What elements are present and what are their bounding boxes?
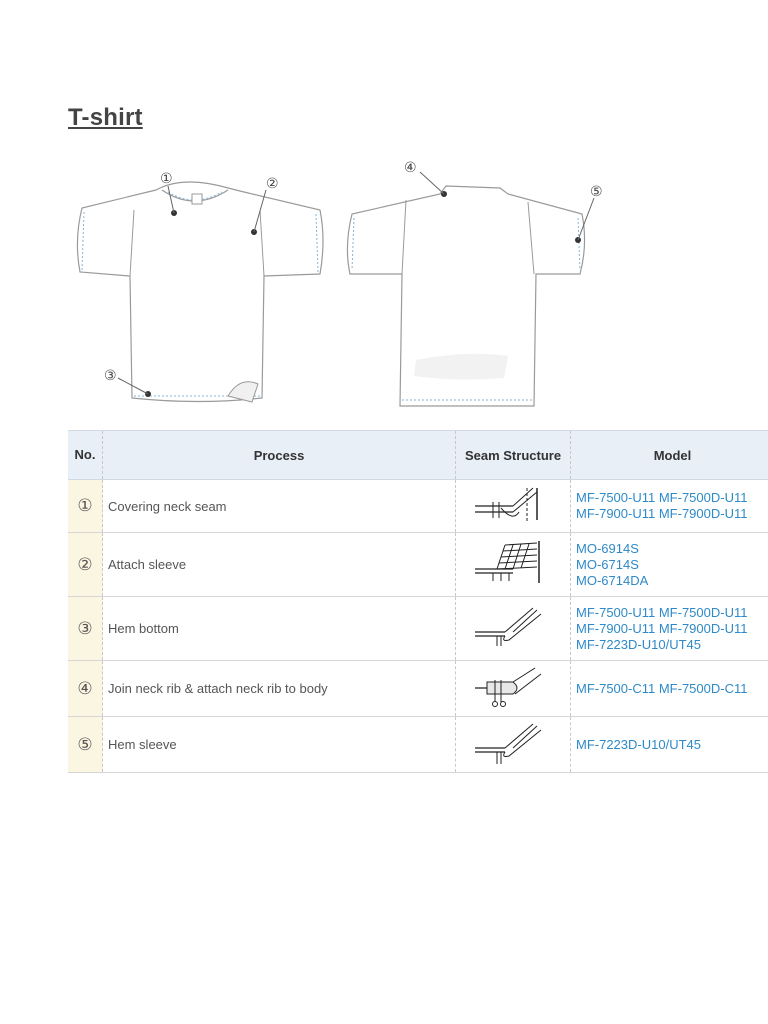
callout-1: ① bbox=[160, 171, 173, 187]
table-row bbox=[68, 597, 768, 661]
hem-seam-icon bbox=[457, 718, 569, 768]
row-number bbox=[68, 717, 103, 773]
row-number-label: ⑤ bbox=[77, 734, 93, 754]
process-cell: Join neck rib & attach neck rib to body bbox=[103, 661, 456, 717]
model-link[interactable]: MF-7900-U11 MF-7900D-U11 bbox=[576, 620, 748, 636]
tshirt-front-icon bbox=[77, 171, 323, 402]
page-title: T-shirt bbox=[68, 104, 143, 131]
row-number-label: ④ bbox=[77, 678, 93, 698]
model-cell bbox=[571, 533, 768, 597]
seam-cell bbox=[456, 717, 571, 773]
model-cell bbox=[571, 480, 768, 533]
row-number bbox=[68, 661, 103, 717]
model-cell bbox=[571, 717, 768, 773]
seam-cell bbox=[456, 597, 571, 661]
model-link[interactable]: MF-7223D-U10/UT45 bbox=[576, 636, 701, 652]
table-row bbox=[68, 480, 768, 533]
model-link[interactable]: MF-7223D-U10/UT45 bbox=[576, 736, 701, 752]
table-row bbox=[68, 717, 768, 773]
header-no: No. bbox=[68, 431, 103, 480]
seam-cell bbox=[456, 480, 571, 533]
process-cell: Attach sleeve bbox=[103, 533, 456, 597]
model-link[interactable]: MF-7500-U11 MF-7500D-U11 bbox=[576, 490, 748, 505]
row-number bbox=[68, 533, 103, 597]
callout-4: ④ bbox=[404, 160, 417, 176]
row-number bbox=[68, 480, 103, 533]
cover-stitch-seam-icon bbox=[457, 482, 569, 528]
tshirt-back-icon bbox=[347, 160, 602, 406]
header-process: Process bbox=[103, 431, 456, 480]
seam-cell bbox=[456, 661, 571, 717]
model-link[interactable]: MO-6714S bbox=[576, 556, 639, 572]
model-cell bbox=[571, 597, 768, 661]
binding-seam-icon bbox=[457, 662, 569, 712]
header-seam-structure: Seam Structure bbox=[456, 431, 571, 480]
process-cell: Covering neck seam bbox=[103, 480, 456, 533]
process-cell: Hem sleeve bbox=[103, 717, 456, 773]
callout-5: ⑤ bbox=[590, 184, 603, 200]
process-cell: Hem bottom bbox=[103, 597, 456, 661]
callout-3: ③ bbox=[104, 368, 117, 384]
hem-seam-icon bbox=[457, 602, 569, 652]
model-link[interactable]: MF-7900-U11 MF-7900D-U11 bbox=[576, 506, 748, 521]
seam-cell bbox=[456, 533, 571, 597]
row-number bbox=[68, 597, 103, 661]
row-number-label: ② bbox=[77, 554, 93, 574]
row-number-label: ① bbox=[77, 496, 93, 515]
tshirt-illustration bbox=[68, 150, 628, 415]
model-link[interactable]: MF-7500-C11 MF-7500D-C11 bbox=[576, 680, 748, 696]
table-row bbox=[68, 533, 768, 597]
row-number-label: ③ bbox=[77, 618, 93, 638]
table-row bbox=[68, 661, 768, 717]
callout-2: ② bbox=[266, 176, 279, 192]
model-link[interactable]: MO-6914S bbox=[576, 540, 639, 556]
process-table bbox=[68, 430, 768, 773]
overlock-seam-icon bbox=[457, 535, 569, 591]
model-link[interactable]: MO-6714DA bbox=[576, 572, 649, 588]
header-model: Model bbox=[571, 431, 768, 480]
model-link[interactable]: MF-7500-U11 MF-7500D-U11 bbox=[576, 604, 748, 620]
table-header-row bbox=[68, 431, 768, 480]
model-cell bbox=[571, 661, 768, 717]
